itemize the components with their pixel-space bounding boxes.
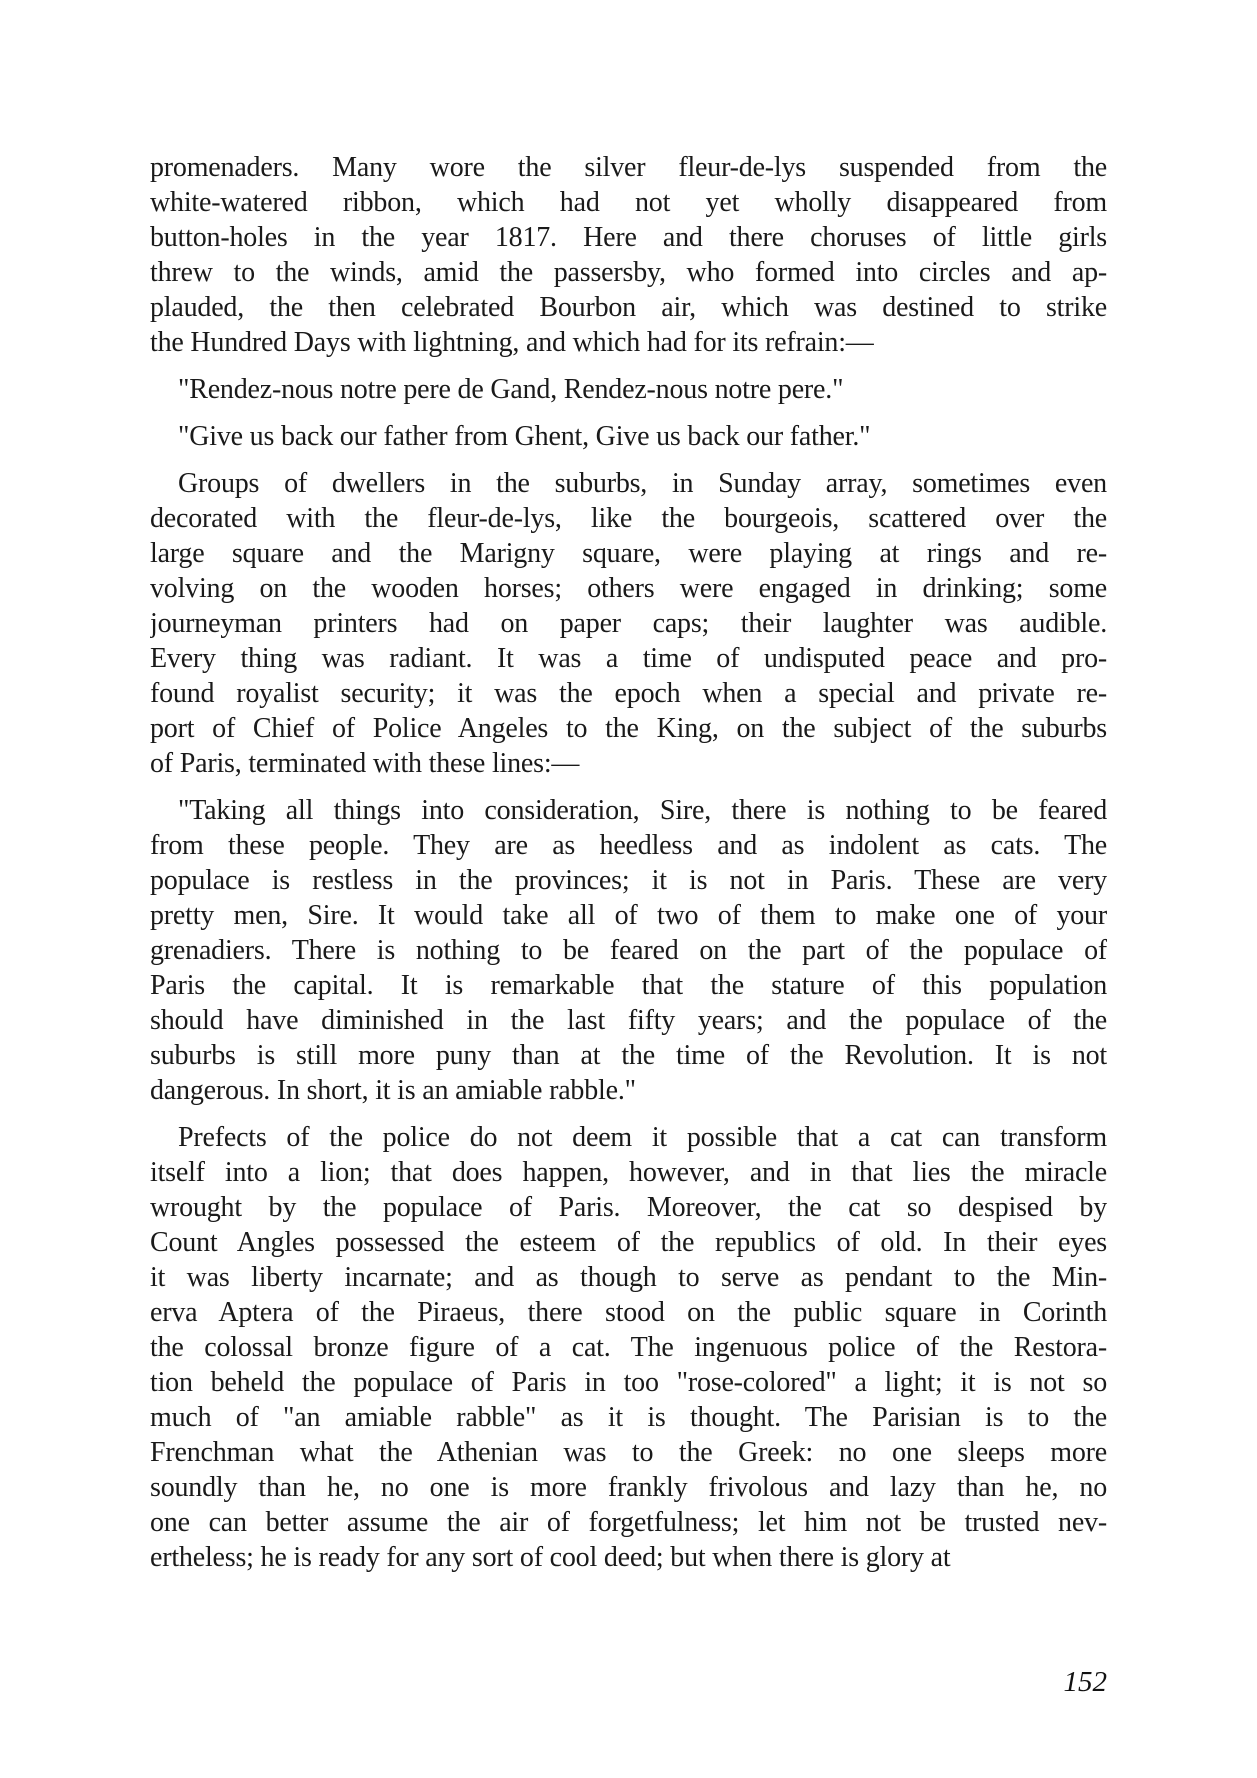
text-line: Frenchman what the Athenian was to the Greek: no one sleeps more: [150, 1437, 1107, 1468]
text-line: promenaders. Many wore the silver fleur-de-lys suspended from the: [150, 152, 1107, 183]
text-line: plauded, the then celebrated Bourbon air, which was destined to strike: [150, 292, 1107, 323]
text-line: "Give us back our father from Ghent, Give us back our father.": [178, 421, 871, 452]
quote-english-refrain: [150, 419, 1107, 454]
para-prefects: [150, 1120, 1107, 1575]
text-line: port of Chief of Police Angeles to the King, on the subject of the suburbs: [150, 713, 1107, 744]
para-groups-of-dwellers: [150, 466, 1107, 781]
text-line: tion beheld the populace of Paris in too "rose-colored" a light; it is not so: [150, 1367, 1107, 1398]
page-number: 152: [1063, 1666, 1107, 1698]
text-line: threw to the winds, amid the passersby, who formed into circles and ap-: [150, 257, 1107, 288]
text-line: large square and the Marigny square, were playing at rings and re-: [150, 538, 1107, 569]
para-promenaders: [150, 150, 1107, 360]
text-line: Prefects of the police do not deem it possible that a cat can transform: [178, 1122, 1107, 1153]
text-line: itself into a lion; that does happen, however, and in that lies the miracle: [150, 1157, 1107, 1188]
text-line: erva Aptera of the Piraeus, there stood on the public square in Corinth: [150, 1297, 1107, 1328]
quote-french-refrain: [150, 372, 1107, 407]
para-police-report-quote: [150, 793, 1107, 1108]
page-text: [150, 150, 1107, 1575]
text-line: Paris the capital. It is remarkable that the stature of this population: [150, 970, 1107, 1001]
text-line: grenadiers. There is nothing to be feared on the part of the populace of: [150, 935, 1107, 966]
text-line: Count Angles possessed the esteem of the republics of old. In their eyes: [150, 1227, 1107, 1258]
text-line: pretty men, Sire. It would take all of two of them to make one of your: [150, 900, 1107, 931]
text-line: "Rendez-nous notre pere de Gand, Rendez-nous notre pere.": [178, 374, 844, 405]
text-line: volving on the wooden horses; others were engaged in drinking; some: [150, 573, 1107, 604]
text-line: wrought by the populace of Paris. Moreover, the cat so despised by: [150, 1192, 1107, 1223]
text-line: the colossal bronze figure of a cat. The ingenuous police of the Restora-: [150, 1332, 1107, 1363]
text-line: dangerous. In short, it is an amiable rabble.": [150, 1075, 636, 1106]
text-line: button-holes in the year 1817. Here and there choruses of little girls: [150, 222, 1107, 253]
text-line: of Paris, terminated with these lines:—: [150, 748, 580, 779]
text-line: ertheless; he is ready for any sort of cool deed; but when there is glory at: [150, 1542, 951, 1573]
text-line: journeyman printers had on paper caps; their laughter was audible.: [150, 608, 1107, 639]
text-line: "Taking all things into consideration, Sire, there is nothing to be feared: [178, 795, 1107, 826]
text-line: Every thing was radiant. It was a time of undisputed peace and pro-: [150, 643, 1107, 674]
text-line: from these people. They are as heedless and as indolent as cats. The: [150, 830, 1107, 861]
text-line: white-watered ribbon, which had not yet wholly disappeared from: [150, 187, 1107, 218]
text-line: populace is restless in the provinces; it is not in Paris. These are very: [150, 865, 1107, 896]
text-line: decorated with the fleur-de-lys, like the bourgeois, scattered over the: [150, 503, 1107, 534]
text-line: suburbs is still more puny than at the time of the Revolution. It is not: [150, 1040, 1107, 1071]
text-line: one can better assume the air of forgetfulness; let him not be trusted nev-: [150, 1507, 1107, 1538]
text-line: the Hundred Days with lightning, and which had for its refrain:—: [150, 327, 874, 358]
text-line: Groups of dwellers in the suburbs, in Sunday array, sometimes even: [178, 468, 1107, 499]
text-line: should have diminished in the last fifty years; and the populace of the: [150, 1005, 1107, 1036]
text-line: it was liberty incarnate; and as though to serve as pendant to the Min-: [150, 1262, 1107, 1293]
text-line: much of "an amiable rabble" as it is thought. The Parisian is to the: [150, 1402, 1107, 1433]
text-line: found royalist security; it was the epoch when a special and private re-: [150, 678, 1107, 709]
text-line: soundly than he, no one is more frankly frivolous and lazy than he, no: [150, 1472, 1107, 1503]
